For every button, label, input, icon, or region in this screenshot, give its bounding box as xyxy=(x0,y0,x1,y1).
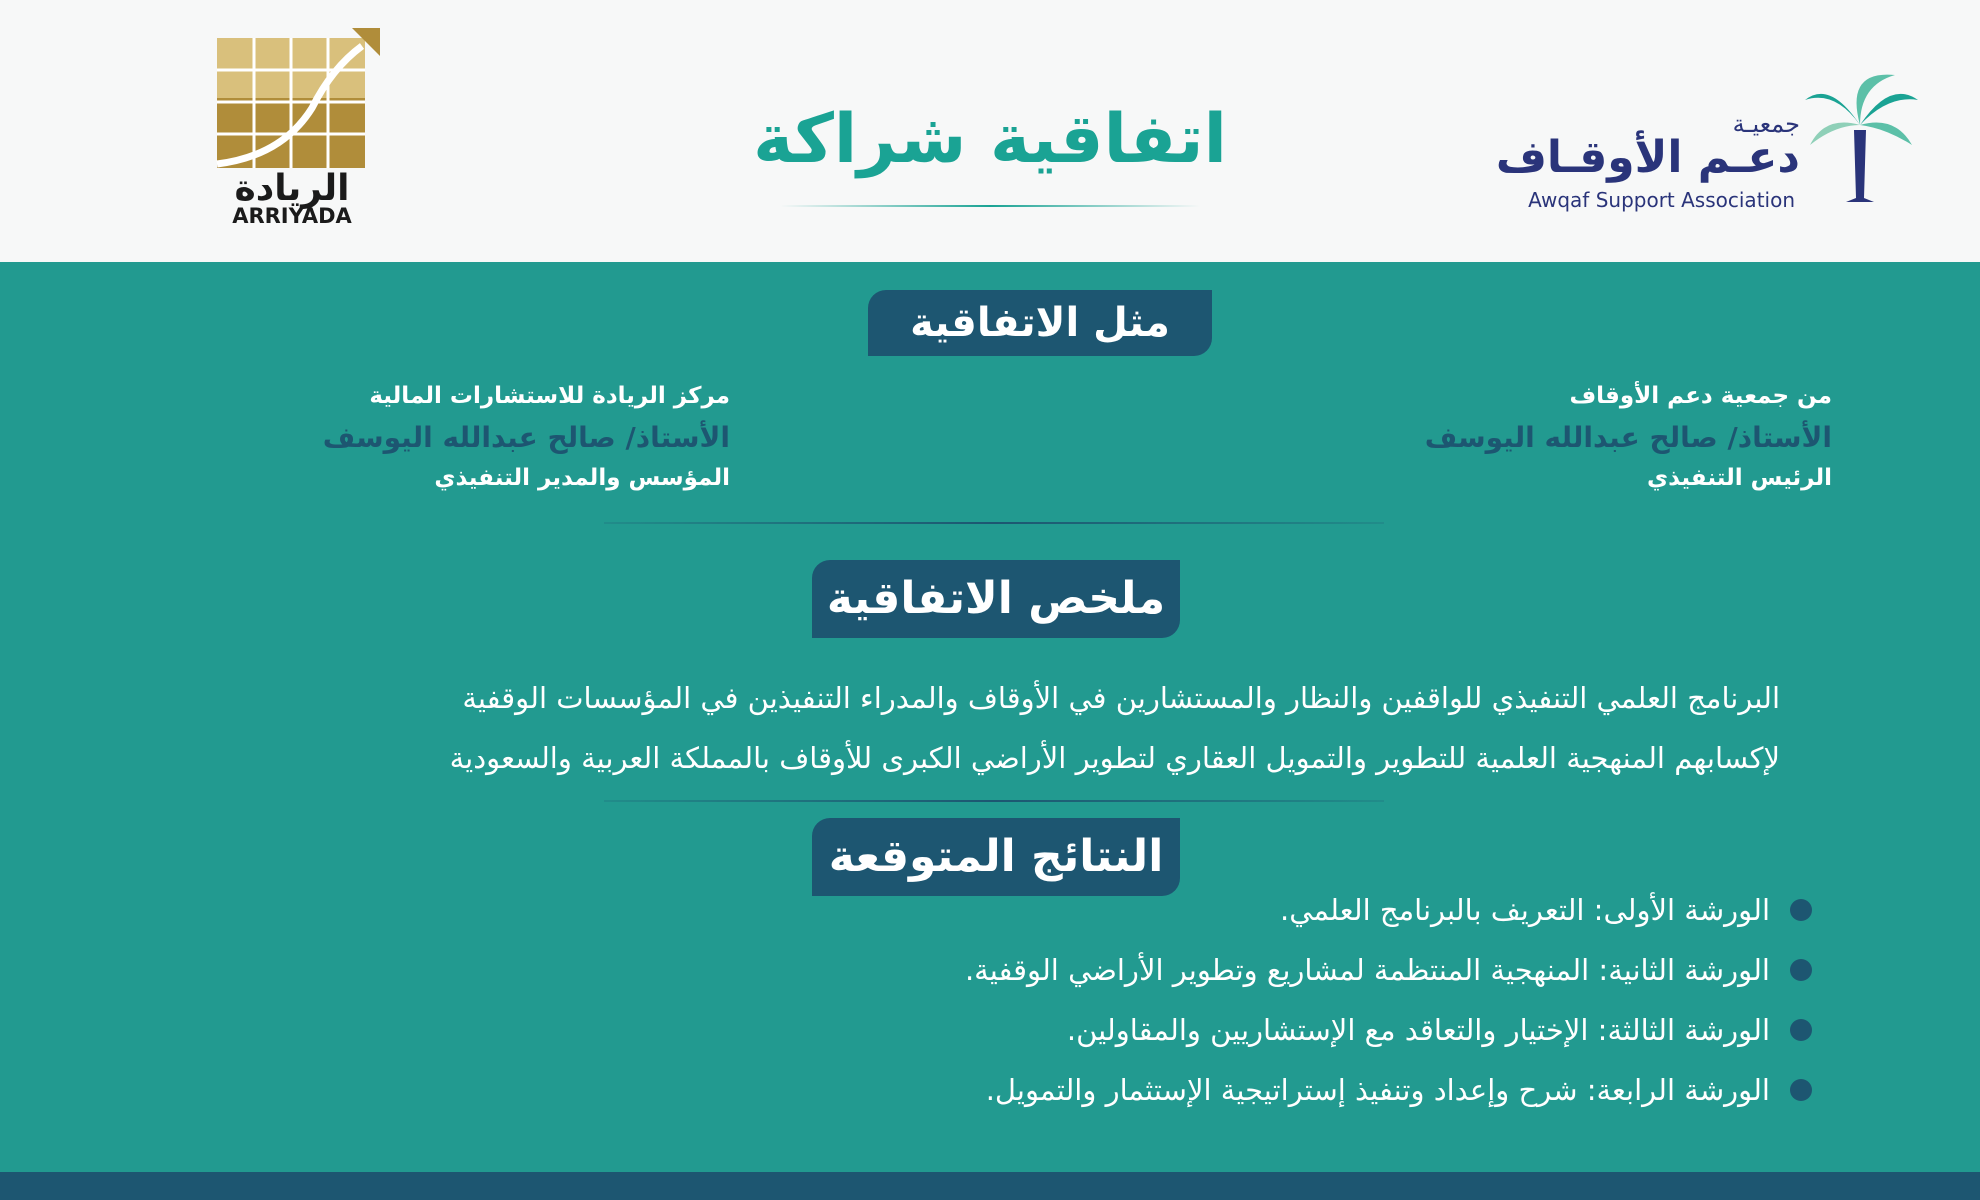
title-underline xyxy=(780,205,1200,207)
section-divider xyxy=(604,522,1384,524)
bullet-icon xyxy=(1790,899,1812,921)
arriyada-logo xyxy=(212,28,382,228)
palm-tree-logo-icon xyxy=(1800,70,1920,210)
right-party-name: الأستاذ/ صالح عبدالله اليوسف xyxy=(1424,421,1832,454)
bullet-icon xyxy=(1790,959,1812,981)
left-party-name: الأستاذ/ صالح عبدالله اليوسف xyxy=(322,421,730,454)
footer-bar xyxy=(0,1172,1980,1200)
awqaf-arabic-name: دعـم الأوقـاف xyxy=(1495,132,1800,183)
right-party-org: من جمعية دعم الأوقاف xyxy=(1569,383,1832,409)
growth-chart-logo-icon xyxy=(212,28,382,173)
list-item-text: الورشة الثانية: المنهجية المنتظمة لمشاريع وتطوير الأراضي الوقفية. xyxy=(964,953,1770,987)
list-item xyxy=(700,1000,1812,1060)
page-title: اتفاقية شراكة xyxy=(753,100,1227,179)
awqaf-logo xyxy=(1480,70,1920,220)
left-party-role: المؤسس والمدير التنفيذي xyxy=(434,465,730,491)
list-item-text: الورشة الأولى: التعريف بالبرنامج العلمي. xyxy=(1280,893,1770,927)
awqaf-arabic-subtitle: جمعيـة xyxy=(1732,110,1800,138)
results-heading: النتائج المتوقعة xyxy=(812,818,1180,896)
summary-line: لإكسابهم المنهجية العلمية للتطوير والتمويل العقاري لتطوير الأراضي الكبرى للأوقاف بالمملكة العربية والسعودية xyxy=(449,741,1780,775)
arriyada-english-name: ARRIYADA xyxy=(232,204,352,228)
representatives-heading: مثل الاتفاقية xyxy=(868,290,1212,356)
right-party xyxy=(1300,383,1832,491)
right-party-role: الرئيس التنفيذي xyxy=(1647,465,1832,491)
results-list xyxy=(700,880,1812,1120)
section-divider xyxy=(604,800,1384,802)
bullet-icon xyxy=(1790,1019,1812,1041)
left-party-org: مركز الريادة للاستشارات المالية xyxy=(369,383,730,409)
header xyxy=(0,0,1980,262)
bullet-icon xyxy=(1790,1079,1812,1101)
left-party xyxy=(260,383,730,491)
list-item xyxy=(700,940,1812,1000)
list-item-text: الورشة الرابعة: شرح وإعداد وتنفيذ إستراتيجية الإستثمار والتمويل. xyxy=(985,1073,1770,1107)
summary-text xyxy=(190,668,1780,788)
summary-heading: ملخص الاتفاقية xyxy=(812,560,1180,638)
list-item xyxy=(700,880,1812,940)
awqaf-english-name: Awqaf Support Association xyxy=(1528,188,1795,212)
arriyada-arabic-name: الريادة xyxy=(234,168,350,209)
summary-line: البرنامج العلمي التنفيذي للواقفين والنظار والمستشارين في الأوقاف والمدراء التنفيذين في المؤسسات الوقفية xyxy=(462,681,1780,715)
list-item-text: الورشة الثالثة: الإختيار والتعاقد مع الإستشاريين والمقاولين. xyxy=(1066,1013,1770,1047)
list-item xyxy=(700,1060,1812,1120)
